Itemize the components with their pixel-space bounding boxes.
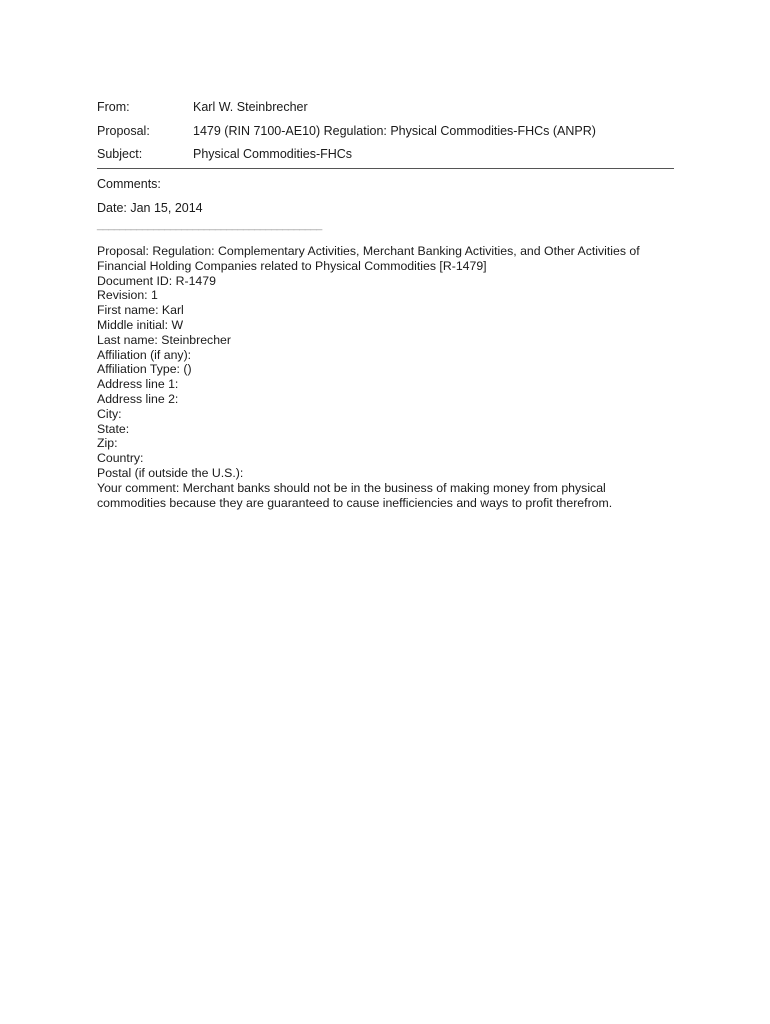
from-label: From: xyxy=(97,100,130,114)
body-revision: Revision: 1 xyxy=(97,288,158,303)
body-first-name: First name: Karl xyxy=(97,303,184,318)
body-city: City: xyxy=(97,406,122,421)
from-value: Karl W. Steinbrecher xyxy=(193,100,308,114)
from-row xyxy=(97,99,674,123)
body-proposal: Proposal: Regulation: Complementary Activities, Merchant Banking Activities, and Other Activities of Financial Holding Companies related to Physical Commodities [R-1479] xyxy=(97,244,644,273)
body-middle-initial: Middle initial: W xyxy=(97,317,184,332)
body-address-line-1: Address line 1: xyxy=(97,377,179,392)
body-last-name: Last name: Steinbrecher xyxy=(97,332,231,347)
body-country: Country: xyxy=(97,451,144,466)
body-document-id: Document ID: R-1479 xyxy=(97,273,216,288)
proposal-value: 1479 (RIN 7100-AE10) Regulation: Physical Commodities-FHCs (ANPR) xyxy=(193,123,596,138)
body-postal: Postal (if outside the U.S.): xyxy=(97,465,244,480)
memo-header xyxy=(97,99,674,170)
body-state: State: xyxy=(97,421,130,436)
body-zip: Zip: xyxy=(97,436,118,451)
subject-row xyxy=(97,146,674,170)
subject-value: Physical Commodities-FHCs xyxy=(193,147,353,161)
comment-body xyxy=(97,244,677,510)
body-affiliation-type: Affiliation Type: () xyxy=(97,362,192,377)
body-comment: Your comment: Merchant banks should not be in the business of making money from physical commodities because they are guaranteed to cause inefficiencies and ways to profit therefrom. xyxy=(97,480,613,510)
body-affiliation: Affiliation (if any): xyxy=(97,347,192,362)
proposal-label: Proposal: xyxy=(97,123,150,138)
subject-label: Subject: xyxy=(97,147,143,161)
comment-date: Date: Jan 15, 2014 xyxy=(97,201,203,215)
body-address-line-2: Address line 2: xyxy=(97,391,179,406)
comments-label: Comments: xyxy=(97,177,161,191)
proposal-row xyxy=(97,123,674,147)
separator-line: ________________________________________ xyxy=(97,219,322,231)
header-divider xyxy=(97,168,674,169)
